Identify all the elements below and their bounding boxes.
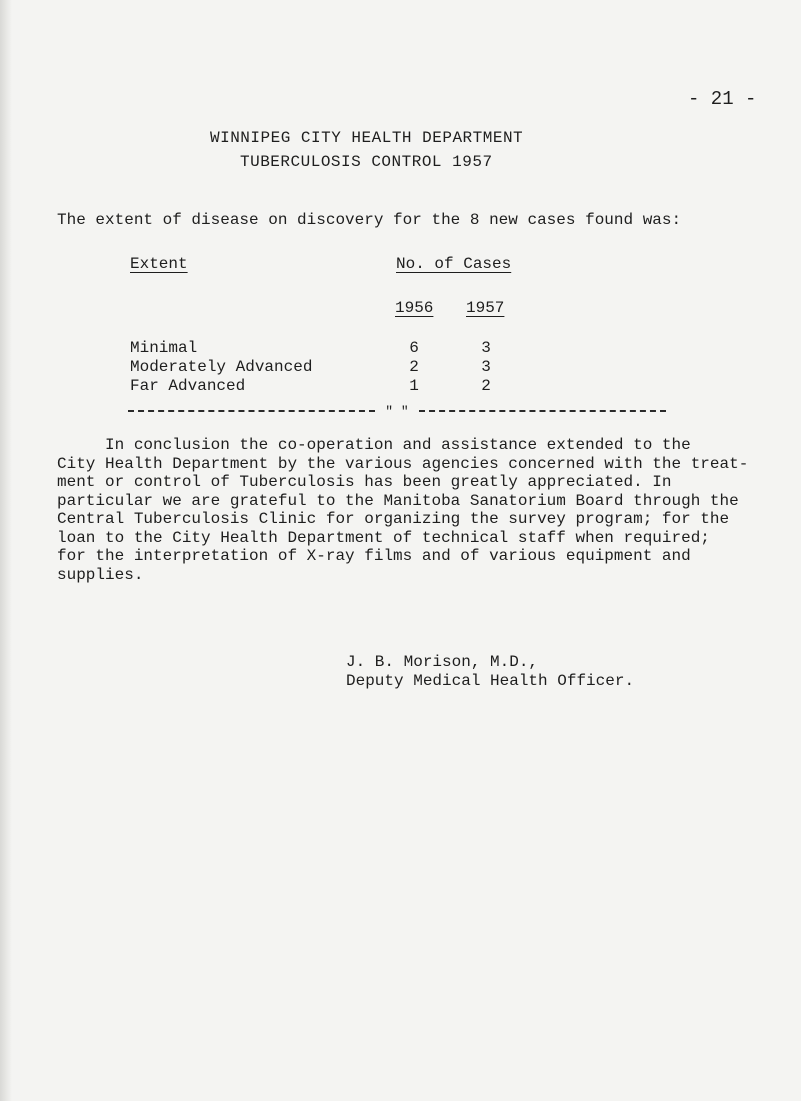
value-1957: 3 [481, 339, 491, 357]
signature-title: Deputy Medical Health Officer. [346, 672, 635, 690]
paragraph-line: City Health Department by the various agencies concerned with the treat- [57, 454, 749, 473]
paragraph-line: ment or control of Tuberculosis has been greatly appreciated. In [57, 473, 672, 491]
section-divider [128, 404, 666, 418]
paragraph-line: loan to the City Health Department of technical staff when required; [57, 528, 710, 547]
signature-name: J. B. Morison, M.D., [346, 653, 539, 671]
conclusion-paragraph [57, 436, 787, 584]
paragraph-line: for the interpretation of X-ray films and of various equipment and [57, 547, 691, 565]
value-1956: 6 [409, 339, 419, 357]
dashed-rule-right [419, 410, 666, 412]
page-edge [0, 0, 12, 1101]
paragraph-line: Central Tuberculosis Clinic for organizing the survey program; for the [57, 510, 730, 528]
extent-column-header: Extent [130, 255, 188, 273]
dashed-rule-left [128, 410, 375, 412]
page-number: - 21 - [688, 88, 757, 110]
value-1956: 2 [409, 358, 419, 376]
row-label: Minimal [130, 339, 198, 357]
value-1957: 3 [481, 358, 491, 376]
year-header-1957: 1957 [466, 299, 505, 317]
intro-sentence: The extent of disease on discovery for the 8 new cases found was: [57, 211, 682, 229]
paragraph-line: In conclusion the co-operation and assistance extended to the [57, 436, 691, 454]
ditto-mark: " " [385, 403, 409, 419]
row-label: Moderately Advanced [130, 358, 313, 376]
paragraph-line: supplies. [57, 565, 144, 584]
report-title: TUBERCULOSIS CONTROL 1957 [240, 153, 493, 171]
value-1957: 2 [481, 377, 491, 395]
paragraph-line: particular we are grateful to the Manitoba Sanatorium Board through the [57, 491, 739, 510]
department-heading: WINNIPEG CITY HEALTH DEPARTMENT [210, 129, 524, 147]
cases-column-header: No. of Cases [396, 255, 512, 273]
value-1956: 1 [409, 377, 419, 395]
year-header-1956: 1956 [395, 299, 434, 317]
row-label: Far Advanced [130, 377, 246, 395]
